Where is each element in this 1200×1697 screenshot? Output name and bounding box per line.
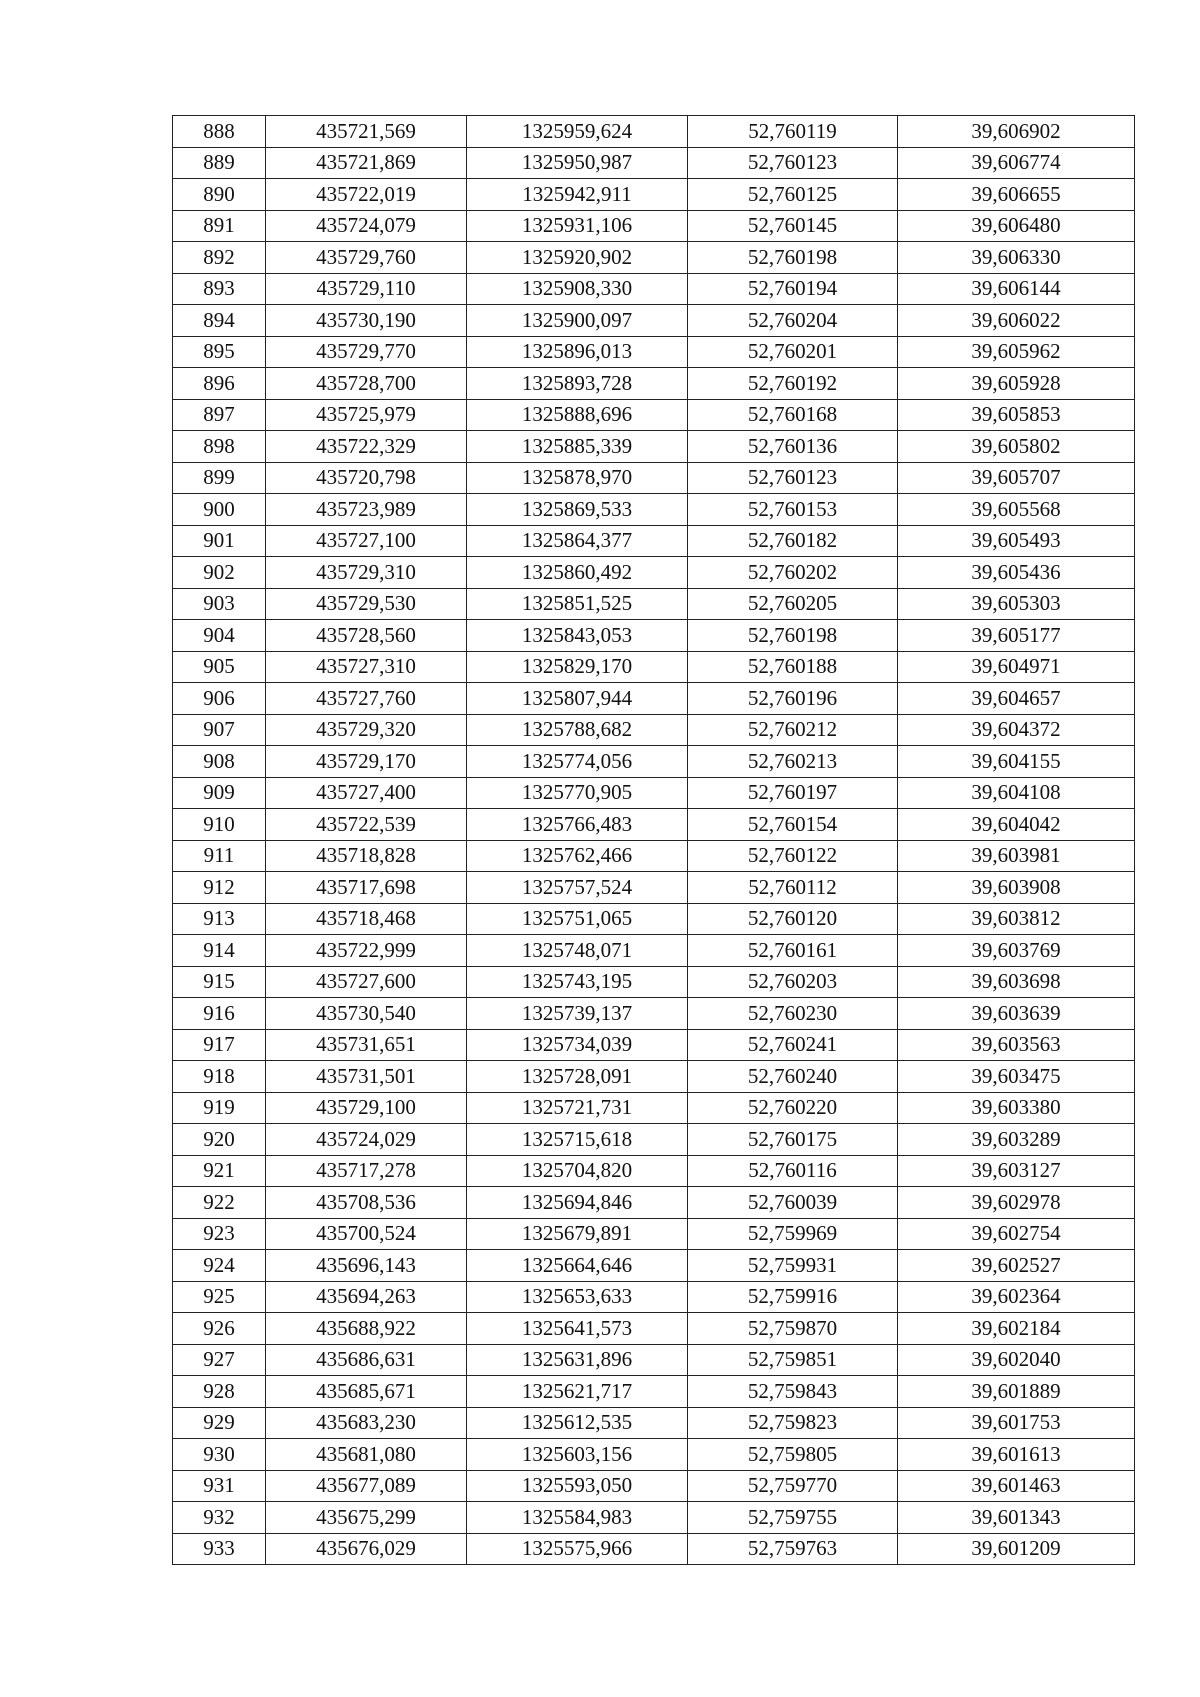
point-number-cell: 893 (173, 273, 266, 305)
latitude-cell: 52,760212 (688, 714, 898, 746)
latitude-cell: 52,760116 (688, 1155, 898, 1187)
point-number-cell: 915 (173, 966, 266, 998)
latitude-cell: 52,760119 (688, 116, 898, 148)
table-row (173, 809, 1135, 841)
table-row (173, 494, 1135, 526)
x-coordinate-cell: 435675,299 (266, 1502, 467, 1534)
coordinates-table (172, 115, 1135, 1565)
table-row (173, 1092, 1135, 1124)
x-coordinate-cell: 435727,760 (266, 683, 467, 715)
latitude-cell: 52,760123 (688, 462, 898, 494)
y-coordinate-cell: 1325900,097 (467, 305, 688, 337)
longitude-cell: 39,604372 (898, 714, 1135, 746)
table-row (173, 1187, 1135, 1219)
longitude-cell: 39,603981 (898, 840, 1135, 872)
longitude-cell: 39,602978 (898, 1187, 1135, 1219)
point-number-cell: 916 (173, 998, 266, 1030)
point-number-cell: 888 (173, 116, 266, 148)
latitude-cell: 52,760168 (688, 399, 898, 431)
x-coordinate-cell: 435729,530 (266, 588, 467, 620)
latitude-cell: 52,759851 (688, 1344, 898, 1376)
longitude-cell: 39,605493 (898, 525, 1135, 557)
longitude-cell: 39,604657 (898, 683, 1135, 715)
y-coordinate-cell: 1325734,039 (467, 1029, 688, 1061)
table-row (173, 242, 1135, 274)
y-coordinate-cell: 1325575,966 (467, 1533, 688, 1565)
x-coordinate-cell: 435688,922 (266, 1313, 467, 1345)
point-number-cell: 918 (173, 1061, 266, 1093)
point-number-cell: 909 (173, 777, 266, 809)
point-number-cell: 900 (173, 494, 266, 526)
point-number-cell: 908 (173, 746, 266, 778)
longitude-cell: 39,606902 (898, 116, 1135, 148)
x-coordinate-cell: 435729,170 (266, 746, 467, 778)
latitude-cell: 52,760112 (688, 872, 898, 904)
x-coordinate-cell: 435729,110 (266, 273, 467, 305)
x-coordinate-cell: 435724,079 (266, 210, 467, 242)
longitude-cell: 39,601889 (898, 1376, 1135, 1408)
latitude-cell: 52,760120 (688, 903, 898, 935)
y-coordinate-cell: 1325739,137 (467, 998, 688, 1030)
point-number-cell: 891 (173, 210, 266, 242)
longitude-cell: 39,603908 (898, 872, 1135, 904)
y-coordinate-cell: 1325959,624 (467, 116, 688, 148)
y-coordinate-cell: 1325694,846 (467, 1187, 688, 1219)
y-coordinate-cell: 1325704,820 (467, 1155, 688, 1187)
point-number-cell: 922 (173, 1187, 266, 1219)
latitude-cell: 52,760123 (688, 147, 898, 179)
latitude-cell: 52,760241 (688, 1029, 898, 1061)
x-coordinate-cell: 435677,089 (266, 1470, 467, 1502)
latitude-cell: 52,760188 (688, 651, 898, 683)
table-row (173, 840, 1135, 872)
longitude-cell: 39,602184 (898, 1313, 1135, 1345)
point-number-cell: 920 (173, 1124, 266, 1156)
longitude-cell: 39,605568 (898, 494, 1135, 526)
y-coordinate-cell: 1325878,970 (467, 462, 688, 494)
latitude-cell: 52,760161 (688, 935, 898, 967)
y-coordinate-cell: 1325766,483 (467, 809, 688, 841)
longitude-cell: 39,606480 (898, 210, 1135, 242)
longitude-cell: 39,603380 (898, 1092, 1135, 1124)
latitude-cell: 52,760202 (688, 557, 898, 589)
point-number-cell: 890 (173, 179, 266, 211)
longitude-cell: 39,602040 (898, 1344, 1135, 1376)
x-coordinate-cell: 435683,230 (266, 1407, 467, 1439)
longitude-cell: 39,606774 (898, 147, 1135, 179)
y-coordinate-cell: 1325770,905 (467, 777, 688, 809)
longitude-cell: 39,605802 (898, 431, 1135, 463)
longitude-cell: 39,605707 (898, 462, 1135, 494)
longitude-cell: 39,601343 (898, 1502, 1135, 1534)
latitude-cell: 52,760197 (688, 777, 898, 809)
x-coordinate-cell: 435729,320 (266, 714, 467, 746)
x-coordinate-cell: 435721,569 (266, 116, 467, 148)
longitude-cell: 39,603639 (898, 998, 1135, 1030)
point-number-cell: 896 (173, 368, 266, 400)
table-row (173, 872, 1135, 904)
y-coordinate-cell: 1325603,156 (467, 1439, 688, 1471)
latitude-cell: 52,759805 (688, 1439, 898, 1471)
point-number-cell: 903 (173, 588, 266, 620)
table-row (173, 935, 1135, 967)
table-row (173, 1344, 1135, 1376)
longitude-cell: 39,605436 (898, 557, 1135, 589)
x-coordinate-cell: 435685,671 (266, 1376, 467, 1408)
table-row (173, 998, 1135, 1030)
table-row (173, 1502, 1135, 1534)
y-coordinate-cell: 1325728,091 (467, 1061, 688, 1093)
point-number-cell: 911 (173, 840, 266, 872)
longitude-cell: 39,601613 (898, 1439, 1135, 1471)
latitude-cell: 52,760203 (688, 966, 898, 998)
latitude-cell: 52,760196 (688, 683, 898, 715)
x-coordinate-cell: 435727,310 (266, 651, 467, 683)
table-row (173, 1439, 1135, 1471)
table-row (173, 1124, 1135, 1156)
table-row (173, 1470, 1135, 1502)
latitude-cell: 52,760192 (688, 368, 898, 400)
point-number-cell: 923 (173, 1218, 266, 1250)
latitude-cell: 52,760136 (688, 431, 898, 463)
table-row (173, 147, 1135, 179)
longitude-cell: 39,601753 (898, 1407, 1135, 1439)
point-number-cell: 924 (173, 1250, 266, 1282)
latitude-cell: 52,760122 (688, 840, 898, 872)
x-coordinate-cell: 435718,828 (266, 840, 467, 872)
table-row (173, 683, 1135, 715)
y-coordinate-cell: 1325931,106 (467, 210, 688, 242)
point-number-cell: 917 (173, 1029, 266, 1061)
x-coordinate-cell: 435727,400 (266, 777, 467, 809)
x-coordinate-cell: 435722,999 (266, 935, 467, 967)
coordinates-table-body (173, 116, 1135, 1565)
point-number-cell: 910 (173, 809, 266, 841)
table-row (173, 1155, 1135, 1187)
y-coordinate-cell: 1325888,696 (467, 399, 688, 431)
x-coordinate-cell: 435731,651 (266, 1029, 467, 1061)
point-number-cell: 892 (173, 242, 266, 274)
table-row (173, 746, 1135, 778)
x-coordinate-cell: 435728,560 (266, 620, 467, 652)
table-row (173, 399, 1135, 431)
latitude-cell: 52,760230 (688, 998, 898, 1030)
y-coordinate-cell: 1325757,524 (467, 872, 688, 904)
point-number-cell: 914 (173, 935, 266, 967)
x-coordinate-cell: 435728,700 (266, 368, 467, 400)
point-number-cell: 929 (173, 1407, 266, 1439)
table-row (173, 431, 1135, 463)
latitude-cell: 52,760198 (688, 242, 898, 274)
x-coordinate-cell: 435721,869 (266, 147, 467, 179)
point-number-cell: 901 (173, 525, 266, 557)
x-coordinate-cell: 435727,600 (266, 966, 467, 998)
point-number-cell: 889 (173, 147, 266, 179)
point-number-cell: 904 (173, 620, 266, 652)
x-coordinate-cell: 435727,100 (266, 525, 467, 557)
point-number-cell: 926 (173, 1313, 266, 1345)
y-coordinate-cell: 1325869,533 (467, 494, 688, 526)
point-number-cell: 913 (173, 903, 266, 935)
longitude-cell: 39,603769 (898, 935, 1135, 967)
y-coordinate-cell: 1325864,377 (467, 525, 688, 557)
point-number-cell: 933 (173, 1533, 266, 1565)
latitude-cell: 52,760194 (688, 273, 898, 305)
point-number-cell: 907 (173, 714, 266, 746)
longitude-cell: 39,602364 (898, 1281, 1135, 1313)
point-number-cell: 927 (173, 1344, 266, 1376)
x-coordinate-cell: 435723,989 (266, 494, 467, 526)
x-coordinate-cell: 435729,100 (266, 1092, 467, 1124)
latitude-cell: 52,759870 (688, 1313, 898, 1345)
x-coordinate-cell: 435686,631 (266, 1344, 467, 1376)
y-coordinate-cell: 1325748,071 (467, 935, 688, 967)
table-row (173, 368, 1135, 400)
longitude-cell: 39,604971 (898, 651, 1135, 683)
table-row (173, 273, 1135, 305)
y-coordinate-cell: 1325743,195 (467, 966, 688, 998)
table-row (173, 1533, 1135, 1565)
point-number-cell: 906 (173, 683, 266, 715)
y-coordinate-cell: 1325715,618 (467, 1124, 688, 1156)
y-coordinate-cell: 1325843,053 (467, 620, 688, 652)
point-number-cell: 925 (173, 1281, 266, 1313)
longitude-cell: 39,606022 (898, 305, 1135, 337)
y-coordinate-cell: 1325920,902 (467, 242, 688, 274)
latitude-cell: 52,760145 (688, 210, 898, 242)
x-coordinate-cell: 435708,536 (266, 1187, 467, 1219)
x-coordinate-cell: 435700,524 (266, 1218, 467, 1250)
point-number-cell: 912 (173, 872, 266, 904)
y-coordinate-cell: 1325584,983 (467, 1502, 688, 1534)
table-row (173, 1407, 1135, 1439)
y-coordinate-cell: 1325860,492 (467, 557, 688, 589)
table-row (173, 1061, 1135, 1093)
longitude-cell: 39,604108 (898, 777, 1135, 809)
x-coordinate-cell: 435724,029 (266, 1124, 467, 1156)
longitude-cell: 39,604042 (898, 809, 1135, 841)
point-number-cell: 902 (173, 557, 266, 589)
latitude-cell: 52,759770 (688, 1470, 898, 1502)
point-number-cell: 921 (173, 1155, 266, 1187)
x-coordinate-cell: 435718,468 (266, 903, 467, 935)
y-coordinate-cell: 1325908,330 (467, 273, 688, 305)
latitude-cell: 52,760213 (688, 746, 898, 778)
table-row (173, 210, 1135, 242)
point-number-cell: 932 (173, 1502, 266, 1534)
point-number-cell: 905 (173, 651, 266, 683)
x-coordinate-cell: 435722,539 (266, 809, 467, 841)
point-number-cell: 931 (173, 1470, 266, 1502)
table-row (173, 336, 1135, 368)
x-coordinate-cell: 435717,698 (266, 872, 467, 904)
x-coordinate-cell: 435731,501 (266, 1061, 467, 1093)
table-row (173, 525, 1135, 557)
x-coordinate-cell: 435676,029 (266, 1533, 467, 1565)
point-number-cell: 919 (173, 1092, 266, 1124)
latitude-cell: 52,760220 (688, 1092, 898, 1124)
y-coordinate-cell: 1325593,050 (467, 1470, 688, 1502)
table-row (173, 1250, 1135, 1282)
longitude-cell: 39,601209 (898, 1533, 1135, 1565)
longitude-cell: 39,605853 (898, 399, 1135, 431)
point-number-cell: 895 (173, 336, 266, 368)
table-row (173, 777, 1135, 809)
longitude-cell: 39,603812 (898, 903, 1135, 935)
y-coordinate-cell: 1325851,525 (467, 588, 688, 620)
longitude-cell: 39,602754 (898, 1218, 1135, 1250)
table-row (173, 620, 1135, 652)
table-row (173, 588, 1135, 620)
y-coordinate-cell: 1325721,731 (467, 1092, 688, 1124)
longitude-cell: 39,603289 (898, 1124, 1135, 1156)
table-row (173, 714, 1135, 746)
longitude-cell: 39,606655 (898, 179, 1135, 211)
x-coordinate-cell: 435729,770 (266, 336, 467, 368)
y-coordinate-cell: 1325653,633 (467, 1281, 688, 1313)
longitude-cell: 39,605928 (898, 368, 1135, 400)
longitude-cell: 39,603698 (898, 966, 1135, 998)
latitude-cell: 52,760204 (688, 305, 898, 337)
y-coordinate-cell: 1325896,013 (467, 336, 688, 368)
longitude-cell: 39,603563 (898, 1029, 1135, 1061)
x-coordinate-cell: 435722,019 (266, 179, 467, 211)
y-coordinate-cell: 1325942,911 (467, 179, 688, 211)
longitude-cell: 39,606144 (898, 273, 1135, 305)
table-row (173, 305, 1135, 337)
table-row (173, 1281, 1135, 1313)
table-row (173, 179, 1135, 211)
table-row (173, 1218, 1135, 1250)
latitude-cell: 52,760175 (688, 1124, 898, 1156)
latitude-cell: 52,759843 (688, 1376, 898, 1408)
latitude-cell: 52,760153 (688, 494, 898, 526)
table-row (173, 116, 1135, 148)
x-coordinate-cell: 435730,540 (266, 998, 467, 1030)
x-coordinate-cell: 435722,329 (266, 431, 467, 463)
y-coordinate-cell: 1325807,944 (467, 683, 688, 715)
latitude-cell: 52,760039 (688, 1187, 898, 1219)
table-row (173, 651, 1135, 683)
table-row (173, 903, 1135, 935)
longitude-cell: 39,605303 (898, 588, 1135, 620)
y-coordinate-cell: 1325621,717 (467, 1376, 688, 1408)
table-row (173, 1029, 1135, 1061)
latitude-cell: 52,759755 (688, 1502, 898, 1534)
y-coordinate-cell: 1325950,987 (467, 147, 688, 179)
x-coordinate-cell: 435725,979 (266, 399, 467, 431)
point-number-cell: 898 (173, 431, 266, 463)
x-coordinate-cell: 435696,143 (266, 1250, 467, 1282)
y-coordinate-cell: 1325612,535 (467, 1407, 688, 1439)
y-coordinate-cell: 1325788,682 (467, 714, 688, 746)
longitude-cell: 39,604155 (898, 746, 1135, 778)
point-number-cell: 930 (173, 1439, 266, 1471)
y-coordinate-cell: 1325631,896 (467, 1344, 688, 1376)
table-row (173, 557, 1135, 589)
x-coordinate-cell: 435720,798 (266, 462, 467, 494)
point-number-cell: 928 (173, 1376, 266, 1408)
latitude-cell: 52,759969 (688, 1218, 898, 1250)
y-coordinate-cell: 1325641,573 (467, 1313, 688, 1345)
latitude-cell: 52,759763 (688, 1533, 898, 1565)
x-coordinate-cell: 435729,760 (266, 242, 467, 274)
latitude-cell: 52,760201 (688, 336, 898, 368)
x-coordinate-cell: 435681,080 (266, 1439, 467, 1471)
table-row (173, 462, 1135, 494)
latitude-cell: 52,759931 (688, 1250, 898, 1282)
table-row (173, 1313, 1135, 1345)
y-coordinate-cell: 1325762,466 (467, 840, 688, 872)
y-coordinate-cell: 1325885,339 (467, 431, 688, 463)
point-number-cell: 899 (173, 462, 266, 494)
table-row (173, 1376, 1135, 1408)
latitude-cell: 52,760198 (688, 620, 898, 652)
y-coordinate-cell: 1325829,170 (467, 651, 688, 683)
y-coordinate-cell: 1325679,891 (467, 1218, 688, 1250)
latitude-cell: 52,759823 (688, 1407, 898, 1439)
longitude-cell: 39,602527 (898, 1250, 1135, 1282)
longitude-cell: 39,605962 (898, 336, 1135, 368)
table-row (173, 966, 1135, 998)
point-number-cell: 897 (173, 399, 266, 431)
longitude-cell: 39,603127 (898, 1155, 1135, 1187)
latitude-cell: 52,760182 (688, 525, 898, 557)
x-coordinate-cell: 435729,310 (266, 557, 467, 589)
y-coordinate-cell: 1325774,056 (467, 746, 688, 778)
longitude-cell: 39,601463 (898, 1470, 1135, 1502)
x-coordinate-cell: 435717,278 (266, 1155, 467, 1187)
x-coordinate-cell: 435730,190 (266, 305, 467, 337)
longitude-cell: 39,603475 (898, 1061, 1135, 1093)
y-coordinate-cell: 1325751,065 (467, 903, 688, 935)
latitude-cell: 52,760125 (688, 179, 898, 211)
latitude-cell: 52,759916 (688, 1281, 898, 1313)
latitude-cell: 52,760240 (688, 1061, 898, 1093)
y-coordinate-cell: 1325664,646 (467, 1250, 688, 1282)
latitude-cell: 52,760205 (688, 588, 898, 620)
latitude-cell: 52,760154 (688, 809, 898, 841)
point-number-cell: 894 (173, 305, 266, 337)
longitude-cell: 39,606330 (898, 242, 1135, 274)
longitude-cell: 39,605177 (898, 620, 1135, 652)
x-coordinate-cell: 435694,263 (266, 1281, 467, 1313)
y-coordinate-cell: 1325893,728 (467, 368, 688, 400)
